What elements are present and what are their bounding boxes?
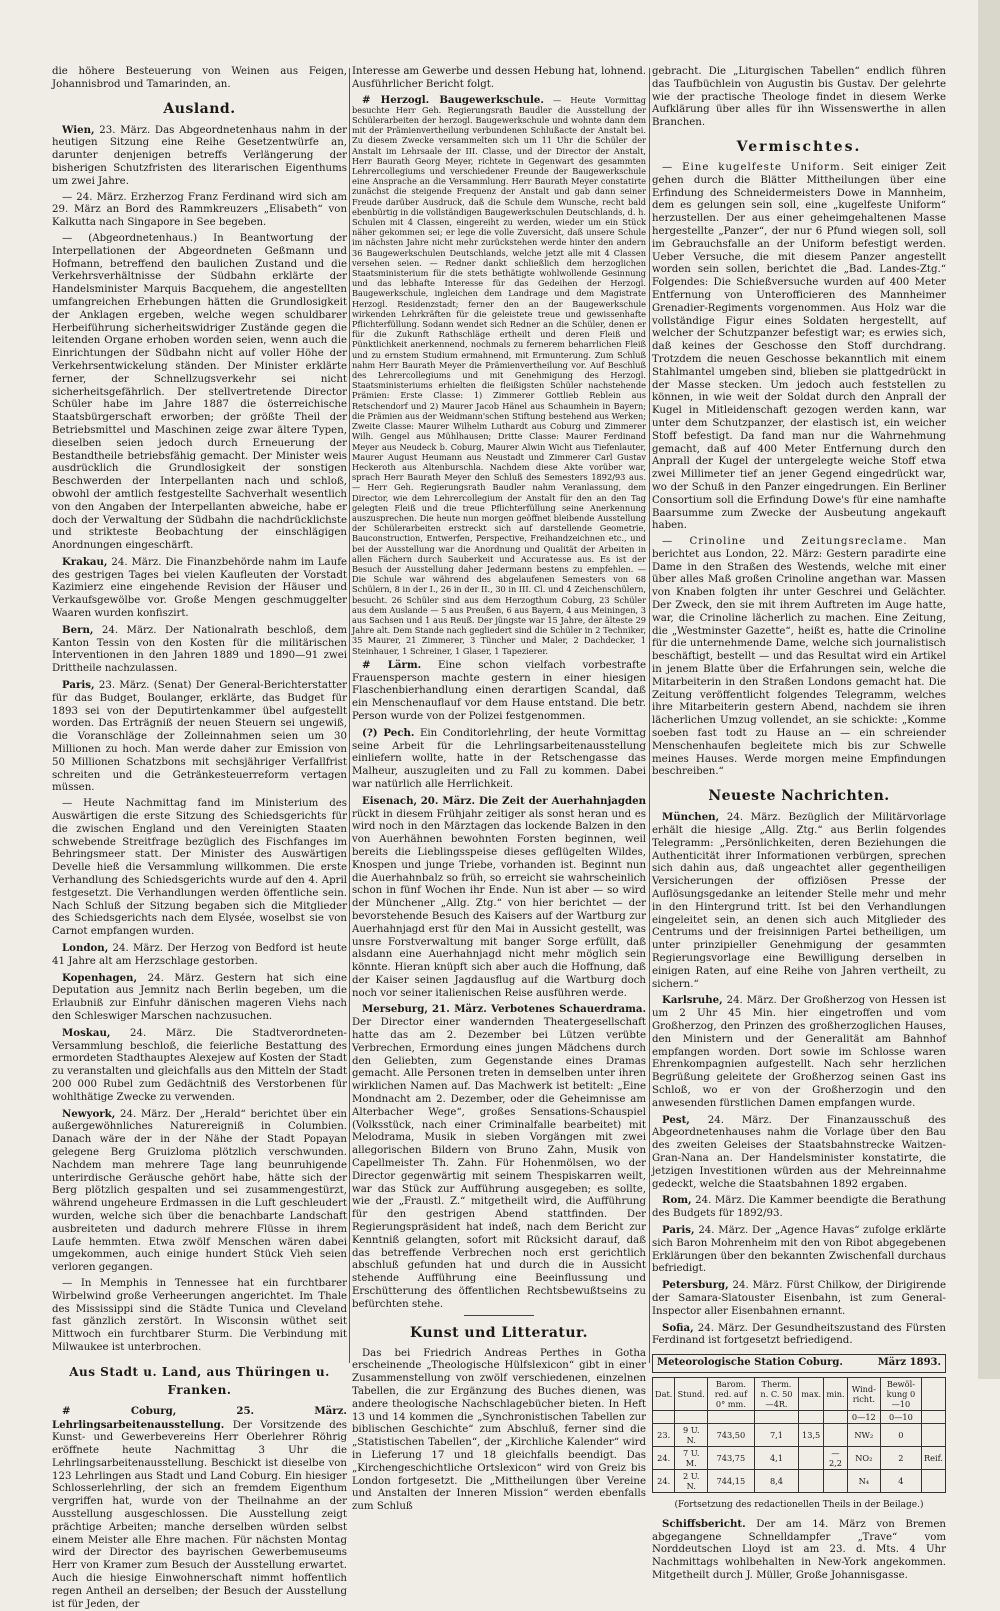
article-wien-2: — 24. März. Erzherzog Franz Ferdinand wird sich am 29. März an Bord des Rammkreuzers „Elisabeth“ von Kalkutta nach Singapore in See begeben. (52, 191, 347, 229)
article-headline: — Eine kugelfeste Uniform. (662, 161, 845, 173)
section-heading-ausland: Ausland. (163, 100, 236, 117)
table-cell: 2 (880, 1446, 921, 1469)
table-cell: 23. (653, 1423, 675, 1446)
dateline: # Coburg, (62, 1404, 177, 1417)
table-cell (824, 1423, 848, 1446)
weather-table (652, 1377, 946, 1493)
weather-table-header-row (653, 1377, 946, 1410)
continuation-note: (Fortsetzung des redactionellen Theils in der Beilage.) (674, 1499, 924, 1510)
article-text: 24. März. Der Großherzog von Hessen ist um 2 Uhr 45 Min. hier eingetroffen und vom Großherzog, den Prinzen des großherzoglichen Hauses, den Ministern und der Generalität am Bahnhof empfangen worden. Dort sowie im Schlosse waren Ehrenkompagnien aufgestellt. Nach sehr herzlichen Begrüßung geleitete der Großherzog seinen Gast ins Schloß, wo er von der Großherzogin und den anwesenden fürstlichen Damen empfangen wurde. (652, 995, 946, 1109)
dateline: Kopenhagen, (62, 971, 138, 984)
section-heading-neueste: Neueste Nachrichten. (708, 788, 890, 805)
table-cell: 7,1 (754, 1423, 799, 1446)
table-header-cell (922, 1410, 946, 1423)
article-intro: gebracht. Die „Liturgischen Tabellen“ endlich führen das Taufbüchlein von Augustin bis Gustav. Der gelehrte wie der practische Theologe findet in diesem Werke Aufklärung über alles für ihn Wissenswerthe in allen Branchen. (652, 66, 946, 129)
table-row (653, 1423, 946, 1446)
article-headline: Schiffsbericht. (662, 1517, 746, 1530)
table-cell: NW₂ (847, 1423, 880, 1446)
article-text: 24. März. Die Kammer beendigte die Berathung des Budgets für 1892/93. (652, 1195, 946, 1220)
dateline: Eisenach, (362, 794, 418, 807)
article-sofia (652, 1322, 946, 1349)
article-text: Seit einiger Zeit gehen durch die Blätter Mittheilungen über eine Erfindung des Schneidermeisters Dowe in Mannheim, dem es gelungen sein soll, eine „kugelfeste Uniform“ herzustellen. Der aus einer geheimgehaltenen Masse hergestellte „Panzer“, der nur 6 Pfund wiegen soll, soll im Gebrauchsfalle an der Uniform befestigt werden. Ueber Versuche, die mit diesem Panzer angestellt worden sein sollen, berichtet die „Bad. Landes-Ztg.“ Folgendes: Die Schießversuche wurden auf 400 Meter Entfernung von Unterofficieren des Mannheimer Grenadier-Regiments vorgenommen. Aus Holz war die vollständige Figur eines Soldaten hergestellt, auf welcher der Schutzpanzer befestigt war; es erwies sich, daß keines der Geschosse den Stoff durchdrang. Trotzdem die neuen Geschosse bekanntlich mit einem Stahlmantel umgeben sind, blieben sie plattgedrückt in der Masse stecken. Um jedoch auch feststellen zu können, in wie weit der Soldat durch den Anprall der Kugel in Mitleidenschaft gezogen werden kann, war unter dem Schutzpanzer, der elastisch ist, ein weicher Stoff befestigt. Da fand man nur die Wahrnehmung gemacht, daß auf 400 Meter Entfernung durch den Anprall der Kugel der untergelegte weiche Stoff etwa zwei Millimeter tief an jener Gegend eingedrückt war, wo der Schuß in den Panzer eingedrungen. Ein Berliner Consortium soll die Erfindung Dowe's für eine namhafte Baarsumme zum Zwecke der Ausbeutung angekauft haben. (652, 161, 946, 532)
divider (464, 1315, 534, 1316)
article-text: Der Director einer wandernden Theatergesellschaft hatte das am 2. Dezember bei Lützen verübte Verbrechen, Ermordung eines jungen Mädchens durch den Geliebten, zum Gegenstande eines Dramas gemacht. Alle Personen treten in demselben unter ihren wirklichen Namen auf. Das Machwerk ist betitelt: „Eine Mondnacht am 2. Dezember, oder die Geheimnisse am Alterbacher Wege“, großes Sensations-Schauspiel (Volksstück, nach einer Criminalfalle bearbeitet) mit Melodrama, Musik in sieben Vorgängen mit zwei allegorischen Bildern von Bruno Zahn, Musik von Capellmeister Th. Zahn. Für Hohenmölsen, wo der Director gegenwärtig mit seinem Thespiskarren weilt, war das Stück zur Aufführung ausgegeben; es sollte, wie der „Fraustl. Z.“ mitgetheilt wird, die Aufführung für den gestrigen Abend stattfinden. Der Regierungspräsident hat indeß, nach dem Bericht zur Kenntniß gelangten, sofort mit Rücksicht darauf, daß das betreffende Verbrechen noch erst gerichtlich abschluß gefunden hat und durch die in Aussicht stehende Aufführung eine Beeinflussung und Erschütterung des öffentlichen Rechtsbewußtseins zu befürchten stehe. (352, 1017, 646, 1310)
table-cell: NO₂ (847, 1446, 880, 1469)
table-row (653, 1469, 946, 1492)
column-left (52, 66, 347, 1610)
table-cell: 7 U. M. (675, 1446, 708, 1469)
dateline: Petersburg, (662, 1279, 729, 1292)
article-text: 24. März. Die Stadtverordneten-Versammlung beschloß, die feierliche Bestattung des ermordeten Stadthauptes Alexejew auf Kosten der Stadt zu veranstalten und gleichfalls aus den Mitteln der Stadt 200 000 Rubel zum Gedächtniß des Verstorbenen für wohlthätige Zwecke zu verwenden. (52, 1027, 347, 1103)
article-wien-3: — (Abgeordnetenhaus.) In Beantwortung der Interpellationen der Abgeordneten Geßmann und Hofmann, betreffend den baulichen Zustand und die Verkehrsverhältnisse der Südbahn erklärte der Handelsminister Marquis Bacquehem, die angestellten umfangreichen Erhebungen hätten die Grundlosigkeit der Anklagen ergeben, welche wegen schuldbarer Herbeiführung sicherheitswidriger Zustände gegen die leitenden Organe erhoben worden seien, wenn auch die Einrichtungen der Südbahn nicht auf voller Höhe der Verkehrsentwickelung ständen. Der Minister erklärte ferner, der Schnellzugsverkehr sei nicht sicherheitsgefährlich. Der stellvertretende Director Schüler habe im Jahre 1887 die österreichische Staatsbürgerschaft erworben; der größte Theil der Betriebsmittel und Maschinen zeige zwar ältere Typen, dieselben seien jedoch durch Erneuerung der Bestandtheile betriebsfähig gemacht. Der Minister weis ausdrücklich die Grundlosigkeit der sonstigen Beschwerden der Interpellanten nach und schloß, obwohl der amtlich festgestellte Sachverhalt wesentlich von den Angaben der Interpellanten abweiche, habe er doch der Verwaltung der Südbahn die nachdrücklichste und strikteste Beobachtung der einschlägigen Anordnungen eingeschärft. (52, 232, 347, 552)
table-cell: 743,75 (708, 1446, 755, 1469)
article-text: 24. März. Die Finanzbehörde nahm im Laufe des gestrigen Tages bei vielen Kaufleuten der Vorstadt Kazimierz eine eingehende Revision der Häuser und Verkaufsgewölbe vor. Große Mengen geschmuggelter Waaren wurden konfiszirt. (52, 556, 347, 620)
dateline: Paris, (662, 1223, 695, 1236)
table-cell: 8,4 (754, 1469, 799, 1492)
article-uniform (652, 162, 946, 533)
article-text: 24. März. Bezüglich der Militärvorlage erhält die hiesige „Allg. Ztg.“ aus Berlin folgendes Telegramm: „Persönlichkeiten, deren Beziehungen die Authenticität ihrer Informationen verbürgen, sprechen sich dahin aus, daß ungeachtet aller gegentheiligen Versicherungen der offiziösen Presse der Auflösungsgedanke an leitender Stelle mehr und mehr in den Hintergrund tritt. Ist bei den Verhandlungen eingeleitet sein, an denen sich auch Mitglieder des Centrums und der freisinnigen Partei betheiligen, um unter prinzipieller Genehmigung der gesammten Regierungsvorlage eine Bewilligung derselben in einigen Raten, auf eine Reihe von Jahren vertheilt, zu sichern.“ (652, 812, 946, 990)
weather-station-title: Meteorologische Station Coburg. (657, 1357, 843, 1369)
table-header-cell: max. (799, 1377, 824, 1410)
table-header-cell: Therm. n. C. 50—4R. (754, 1377, 799, 1410)
dateline: Moskau, (62, 1026, 111, 1039)
table-cell: 744,15 (708, 1469, 755, 1492)
table-cell: 9 U. N. (675, 1423, 708, 1446)
table-header-cell: Bewöl-kung 0—10 (880, 1377, 921, 1410)
article-paris-2: — Heute Nachmittag fand im Ministerium des Auswärtigen die erste Sitzung des Schiedsgerichts für die zwischen England und den Vereinigten Staaten schwebende Streitfrage bezüglich des Fischfanges im Behringsmeer statt. Der Minister des Auswärtigen Develle hieß die Versammlung willkommen. Die erste Verhandlung des Schiedsgerichts wurde auf den 4. April festgesetzt. Die Verhandlungen werden öffentliche sein. Nach Schluß der Sitzung begaben sich die Mitglieder des Schiedsgerichts nach dem Elysée, woselbst sie von Carnot empfangen wurden. (52, 798, 347, 938)
article-coburg (52, 1405, 347, 1611)
table-cell (922, 1469, 946, 1492)
table-header-cell: Barom. red. auf 0° mm. (708, 1377, 755, 1410)
table-header-cell: min. (824, 1377, 848, 1410)
article-text: Ein Conditorlehrling, der heute Vormittag seine Arbeit für die Lehrlingsarbeitenausstellung einliefern wollte, hatte in der Retschengasse das Malheur, auszugleiten und zu Fall zu kommen. Dabei war natürlich alle Herrlichkeit. (352, 727, 646, 790)
table-header-cell (675, 1410, 708, 1423)
table-cell: 4,1 (754, 1446, 799, 1469)
table-cell: 743,50 (708, 1423, 755, 1446)
article-text: Eine schon vielfach vorbestrafte Frauensperson machte gestern in einer hiesigen Flaschenbierhandlung einen derartigen Scandal, daß ein Menschenauflauf vor dem Hause entstand. Die betr. Person wurde von der Polizei festgenommen. (352, 659, 646, 722)
article-kunst: Das bei Friedrich Andreas Perthes in Gotha erscheinende „Theologische Hülfslexicon“ gibt in einer Zusammenstellung von zwölf verschiedenen, einzelnen Tabellen, die zur Ergänzung des Buches dienen, was andere theologische Nachschlagebücher bieten. In Heft 13 und 14 kommen die „Synchronistischen Tabellen zur biblischen Geschichte“ zum Abschluß, ferner sind die „Statistischen Tabellen“, der „Kirchliche Kalender“ wird in Lieferung 17 und 18 gleichfalls beendigt. Das „Kirchengeschichtliche Ortslexicon“ wird von Greiz bis London fortgesetzt. Die „Mittheilungen über Vereine und Anstalten der Inneren Mission“ werden ebenfalls zum Schluß (352, 1347, 646, 1513)
table-cell: 24. (653, 1469, 675, 1492)
table-cell (799, 1446, 824, 1469)
table-cell: Reif. (922, 1446, 946, 1469)
article-text: Der am 14. März von Bremen abgegangene Schnelldampfer „Trave“ vom Norddeutschen Lloyd ist am 23. d. Mts. 4 Uhr Nachmittags wohlbehalten in New-York angekommen. Mitgetheilt durch J. Müller, Große Johannisgasse. (652, 1518, 946, 1581)
article-text: 24. März. Der „Herald“ berichtet über ein außergewöhnliches Naturereigniß in Columbien. Danach wäre der in der Nähe der Stadt Popayan gelegene Berg Gruizloma plötzlich verschwunden. Nachdem man mehrere Tage lang beunruhigende unterirdische Geräusche gehört habe, hätte sich der Berg plötzlich gespalten und sei zusammengestürzt, während ungeheure Erdmassen in die Luft geschleudert wurden, welche sich über die benachbarte Landschaft ausbreiteten und dadurch mehrere Flüsse in ihrem Laufe hemmten. Etwa zwölf Menschen wären dabei umgekommen, auch einige hundert Stück Vieh seien verloren gegangen. (52, 1108, 347, 1274)
table-cell: 24. (653, 1446, 675, 1469)
weather-table-subheader-row (653, 1410, 946, 1423)
article-karlsruhe (652, 994, 946, 1110)
section-heading-stadt-land: Aus Stadt u. Land, aus Thüringen u. Franken. (69, 1364, 330, 1397)
article-headline: 21. März. Verbotenes Schauerdrama. (432, 1003, 646, 1016)
dateline: Krakau, (62, 555, 108, 568)
dateline: München, (662, 811, 720, 824)
table-cell (922, 1423, 946, 1446)
article-text: 24. März. Der Gesundheitszustand des Fürsten Ferdinand ist fortgesetzt befriedigend. (652, 1322, 946, 1347)
dateline: London, (62, 942, 109, 954)
table-header-cell (754, 1410, 799, 1423)
table-cell: 13,5 (799, 1423, 824, 1446)
dateline: Karlsruhe, (662, 994, 723, 1007)
table-cell (824, 1469, 848, 1492)
article-headline: — Crinoline und Zeitungsreclame. (662, 536, 908, 548)
table-header-cell: 0—10 (880, 1410, 921, 1423)
dateline: Rom, (662, 1194, 692, 1207)
column-middle (352, 66, 646, 1513)
weather-station-header (652, 1354, 946, 1373)
article-london (52, 942, 347, 969)
article-headline: (?) Pech. (362, 726, 415, 739)
table-header-cell (653, 1410, 675, 1423)
article-text: 24. März. Der „Agence Havas“ zufolge erklärte sich Baron Mohrenheim mit den von Ribot abgegebenen Erklärungen über den bekannten Zwischenfall durchaus befriedigt. (652, 1224, 947, 1275)
article-newyork-2: — In Memphis in Tennessee hat ein furchtbarer Wirbelwind große Verheerungen angerichtet. Im Thale des Mississippi sind die Städte Tunica und Cleveland fast gänzlich zerstört. In Wisconsin wüthet seit Mittwoch ein furchtbarer Sturm. Die Verbindung mit Milwaukee ist unterbrochen. (52, 1277, 347, 1353)
article-eisenach (352, 795, 646, 1001)
article-intro: die höhere Besteuerung von Weinen aus Feigen, Johannisbrod und Tamarinden, an. (52, 66, 347, 90)
column-rule (349, 68, 350, 1363)
dateline: Bern, (62, 623, 94, 636)
article-moskau (52, 1027, 347, 1105)
article-text: — Heute Vormittag besuchte Herr Geh. Regierungsrath Baudler die Ausstellung der Schülerarbeiten der herzogl. Baugewerkschule und wohnte dann dem mit der Prämienvertheilung verbundenen Schlußacte der Anstalt bei. Zu diesem Zwecke versammelten sich um 11 Uhr die Schüler der Anstalt im Lehrsaale der III. Classe, und der Director der Anstalt, Herr Baurath Georg Meyer, richtete in Gegenwart des gesammten Lehrercollegiums und verschiedener Freunde der Baugewerkschule eine Ansprache an die Versammlung. Herr Baurath Meyer constatirte zunächst die steigende Frequenz der Anstalt und gab dann seiner Freude darüber Ausdruck, daß die Schule dem Wunsche, recht bald ebenbürtig in die vollständigen Baugewerkschulen Deutschlands, d. h. Schulen mit 4 Classen, eingereiht zu werden, wieder um ein Stück näher gekommen sei; er lege die volle Zuversicht, daß unsere Schule im nächsten Jahre nicht mehr zurückstehen werde hinter den andern 36 Baugewerkschulen Deutschlands, welche jetzt alle mit 4 Classen versehen seien. — Redner dankt schließlich dem herzoglichen Staatsministerium für die stets bethätigte wohlwollende Gesinnung und das lebhafte Interesse für das Gedeihen der Herzogl. Baugewerkschule, ingleichen dem Landrage und dem Magistrate Herzogl. Residenzstadt; ferner den an der Baugewerkschule wirkenden Lehrkräften für die geleistete treue und gewissenhafte Pflichterfüllung. Sodann wendet sich Redner an die Schüler, denen er für die Zukunft Rathschläge ertheilt und deren Fleiß und Pünktlichkeit anerkennend, nochmals zu fernerem beharrlichen Fleiß und zu ernstem Studium ermahnend, mit Ermunterung. Zum Schluß nahm Herr Baurath Meyer die Prämienvertheilung vor. Auf Beschluß des Lehrercollegiums und mit Genehmigung des Herzogl. Staatsministeriums erhielten die fleißigsten Schüler nachstehende Prämien: Erste Classe: 1) Zimmerer Gottlieb Reblein aus Retschendorf und 2) Maurer Jacob Hänel aus Schaumhein in Bayern; die Prämien aus der Weidmann'schen Stiftung bestehend aus Werken; Zweite Classe: Maurer Wilhelm Luthardt aus Coburg und Zimmerer Wilh. Gengel aus Mühlhausen; Dritte Classe: Maurer Ferdinand Meyer aus Neudeck b. Coburg, Maurer Alwin Wicht aus Tiefenlauter, Maurer August Heumann aus Neustadt und Zimmerer Carl Gustav Heckeroth aus Altenburschla. Nachdem diese Akte vorüber war, sprach Herr Baurath Meyer den Schluß des Semesters 1892/93 aus. — Herr Geh. Regierungsrath Baudler nahm Veranlassung, dem Director, wie dem Lehrercollegium der Anstalt für den an den Tag gelegten Fleiß und die treue Pflichterfüllung seine Anerkennung auszusprechen. Die heute nun morgen geöffnet bleibende Ausstellung der Schülerarbeiten erstreckt sich auf darstellende Geometrie, Bauconstruction, Entwerfen, Perspective, Freihandzeichnen etc., und bei der Ausstellung war die Anordnung und Qualität der Arbeiten in allen Fächern durch Sauberkeit und Accuratesse aus. Es ist der Besuch der Ausstellung daher Jedermann bestens zu empfehlen. — Die Schule war während des abgelaufenen Semesters von 68 Schülern, 8 in der I., 26 in der II., 30 in III. Cl. und 4 Zeichenschülern, besucht. 26 Schüler sind aus dem Herzogthum Coburg, 23 Schüler aus dem Auslande — 5 aus Preußen, 6 aus Bayern, 4 aus Meiningen, 3 aus Sachsen und 1 aus Reuß. Der jüngste war 15 Jahre, der älteste 29 Jahre alt. Dem Stande nach gegliedert sind die Schüler in 2 Techniker, 35 Maurer, 21 Zimmerer, 3 Tüncher und Maler, 2 Dachdecker, 1 Steinhauer, 1 Schreiner, 1 Glaser, 1 Tapezierer. (352, 94, 646, 656)
section-heading-kunst: Kunst und Litteratur. (409, 1324, 589, 1341)
table-cell: —2,2 (824, 1446, 848, 1469)
article-text: 24. März. Gestern hat sich eine Deputation aus Jemnitz nach Berlin begeben, um die Erlaubniß zur Einfuhr dänischen mageren Viehs nach den Schleswiger Marschen nachzusuchen. (52, 972, 347, 1022)
article-kopenhagen (52, 972, 347, 1024)
article-text: 24. März. Der Nationalrath beschloß, dem Kanton Tessin von den Kosten für die militärischen Interventionen in den Jahren 1889 und 1890—91 zwei Drittheile nachzulassen. (52, 624, 347, 675)
table-row (653, 1446, 946, 1469)
article-merseburg (352, 1003, 646, 1311)
table-cell: N₄ (847, 1469, 880, 1492)
article-text: 24. März. Fürst Chilkow, der Dirigirende der Samara-Slatouster Eisenbahn, ist zum General-Inspector aller Eisenbahnen ernannt. (652, 1280, 946, 1317)
table-header-cell: Stund. (675, 1377, 708, 1410)
table-header-cell (922, 1377, 946, 1410)
page-edge (978, 0, 1000, 1379)
table-cell: 2 U. N. (675, 1469, 708, 1492)
dateline: Pest, (662, 1113, 690, 1126)
article-headline: # Lärm. (362, 658, 422, 671)
dateline: Sofia, (662, 1321, 694, 1334)
article-intro: Interesse am Gewerbe und dessen Hebung hat, lohnend. Ausführlicher Bericht folgt. (352, 66, 646, 90)
article-schiffsbericht (652, 1518, 946, 1583)
article-text: rückt in diesem Frühjahr zeitiger als sonst heran und es wird noch in den Märztagen das lockende Balzen in den von Auerhähnen bewohnten Forsten beginnen, weil bereits die Lieblingsspeise dieses geflügelten Wildes, Knospen und junge Triebe, vorhanden ist. Beginnt nun die Auerhahnbalz so früh, so erreicht sie wahrscheinlich schon in fünf Wochen ihr Ende. Nun ist aber — so wird der Münchener „Allg. Ztg.“ von hier berichtet — der bevorstehende Besuch des Kaisers auf der Wartburg zur Auerhahnjagd erst für den Mai in Aussicht gestellt, was unsre Forstverwaltung mit banger Sorge erfüllt, daß alsdann eine Auerhahnjagd nicht mehr möglich sein könnte. Hieran knüpft sich aber auch die Hoffnung, daß der Kaiser seinen Jagdausflug auf die Wartburg doch noch vor seiner italienischen Reise ausführen werde. (352, 808, 646, 999)
table-cell (799, 1469, 824, 1492)
article-headline: # Herzogl. Baugewerkschule. (362, 93, 544, 106)
article-pest (652, 1114, 946, 1192)
article-text: 23. März. Das Abgeordnetenhaus nahm in der heutigen Sitzung eine Reihe Gesetzentwürfe an, darunter denjenigen betreffs Verlängerung der bisherigen Schutzfristen des literarischen Eigenthums um zwei Jahre. (52, 124, 347, 187)
article-text: 24. März. Der Finanzausschuß des Abgeordnetenhauses nahm die Vorlage über den Bau des zweiten Geleises der Staatsbahnstrecke Waitzen-Gran-Nana an. Der Handelsminister konstatirte, die jetzigen Investitionen würden aus der Mehreinnahme gedeckt, welche die Staatsbahnen 1892 ergaben. (652, 1114, 946, 1190)
article-text: 23. März. (Senat) Der General-Berichterstatter für das Budget, Boulanger, erklärte, das Budget für 1893 sei von der Deputirtenkammer übel aufgestellt worden. Das Erträgniß der neuen Steuern sei ungewiß, die Voranschläge der Zolleinnahmen seien um 30 Millionen zu hoch. Man werde daher zur Emission von 50 Millionen Schatzbons mit sechsjähriger Verfallfrist schreiten und die Getränkesteuerreform vertagen müssen. (52, 680, 347, 794)
article-headline: 20. März. Die Zeit der Auerhahnjagden (420, 794, 646, 807)
dateline: Merseburg, (362, 1003, 428, 1016)
table-header-cell (799, 1410, 824, 1423)
table-header-cell (708, 1410, 755, 1423)
article-wien (52, 124, 347, 189)
table-header-cell (824, 1410, 848, 1423)
weather-station-date: März 1893. (877, 1357, 941, 1369)
dateline: Newyork, (62, 1107, 116, 1120)
column-rule (649, 68, 650, 1363)
article-laerm (352, 659, 646, 724)
article-text: 24. März. Der Herzog von Bedford ist heute 41 Jahre alt am Herzschlage gestorben. (52, 943, 347, 967)
article-text: Der Vorsitzende des Kunst- und Gewerbevereins Herr Oberlehrer Röhrig eröffnete heute Nachmittag 3 Uhr die Lehrlingsarbeitenausstellung. Beschickt ist dieselbe von 123 Lehrlingen aus Stadt und Land Coburg. Ein hiesiger Schlosserlehrling, der sich an fremdem Eigenthum vergriffen hat, wurde von der Theilnahme an der Ausstellung ausgeschlossen. Die Ausstellung zeigt prächtige Arbeiten; manche derselben würden selbst einem Meister alle Ehre machen. Für nächsten Montag wird der Director des bayrischen Gewerbemuseums Herr von Kramer zum Besuch der Ausstellung erwartet. Auch die hiesige Einwohnerschaft nimmt hoffentlich regen Antheil an derselben; der Besuch der Ausstellung ist für Jeden, der (52, 1419, 347, 1610)
table-cell: 4 (880, 1469, 921, 1492)
article-headline: 25. März. Lehrlingsarbeitenausstellung. (52, 1404, 347, 1431)
dateline: Wien, (62, 123, 95, 136)
article-crinoline (652, 536, 946, 779)
article-text: Man berichtet aus London, 22. März: Gestern paradirte eine Dame in den Straßen des Westends, welche mit einer über alles Maß großen Crinoline angethan war. Massen von Knaben folgten ihr unter Geschrei und Gelächter. Der Zweck, den sie mit ihrem Auftreten im Auge hatte, war, die Crinoline lächerlich zu machen. Eine Zeitung, die „Westminster Gazette“, heißt es, hatte die Crinoline für die unternehmende Dame, welche sich journalistisch beschäftigt, bestellt — und das Resultat wird ein Artikel in jenem Blatte über die Erfahrungen sein, welche die Mitarbeiterin in den Straßen Londons gemacht hat. Die Zeitung veröffentlicht folgendes Telegramm, welches ihre Mitarbeiterin gestern Abend, nachdem sie ihren lächerlichen Umzug vollendet, an sie schickte: „Komme soeben fast todt zu Hause an — ein schreiender Menschenhaufen begleitete mich bis zur Schwelle meines Hauses. Werde morgen meine Empfindungen beschreiben.“ (652, 536, 946, 778)
article-newyork (52, 1108, 347, 1275)
article-rom (652, 1194, 946, 1221)
article-petersburg (652, 1279, 946, 1318)
table-cell: 0 (880, 1423, 921, 1446)
table-header-cell: 0—12 (847, 1410, 880, 1423)
dateline: Paris, (62, 679, 95, 692)
article-pech (352, 727, 646, 792)
table-header-cell: Dat. (653, 1377, 675, 1410)
article-paris (52, 679, 347, 795)
article-muenchen (652, 811, 946, 991)
column-right (652, 66, 947, 1581)
article-baugewerkschule (352, 95, 646, 656)
article-krakau (52, 556, 347, 621)
table-header-cell: Wind-richt. (847, 1377, 880, 1410)
section-heading-vermischtes: Vermischtes. (736, 138, 862, 155)
article-paris (652, 1224, 946, 1276)
article-bern (52, 624, 347, 676)
